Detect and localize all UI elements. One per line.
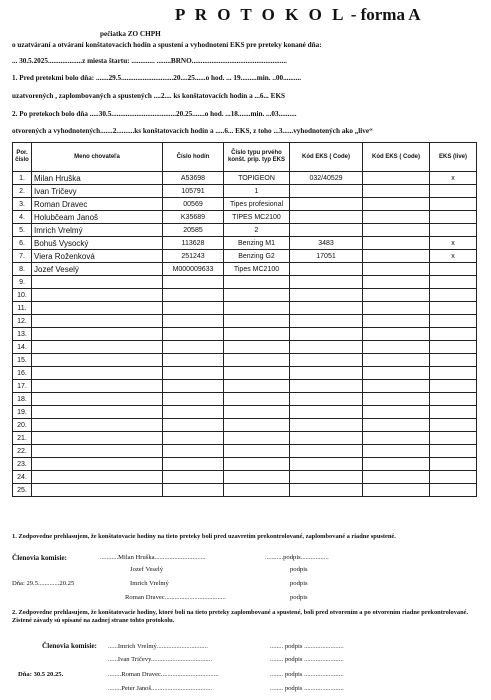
col-header-number: Por. číslo xyxy=(13,143,32,172)
eks-code-1 xyxy=(290,315,363,328)
breeder-name xyxy=(32,315,163,328)
eks-code-1 xyxy=(290,380,363,393)
clock-number: 20585 xyxy=(163,224,224,237)
table-row xyxy=(13,354,477,367)
eks-code-1 xyxy=(290,263,363,276)
eks-live-mark xyxy=(430,315,477,328)
breeder-name xyxy=(32,471,163,484)
table-row xyxy=(13,458,477,471)
eks-code-1 xyxy=(290,328,363,341)
pigeon-clock-table xyxy=(12,142,477,497)
row-number: 20. xyxy=(13,419,32,432)
breeder-name xyxy=(32,406,163,419)
stamp-label: pečiatka ZO CHPH xyxy=(100,30,161,38)
member-1-4: Roman Dravec..................................... xyxy=(125,594,226,601)
row-number: 11. xyxy=(13,302,32,315)
table-row xyxy=(13,198,477,211)
breeder-name xyxy=(32,367,163,380)
commission-label-2: Členovia komisie: xyxy=(42,642,97,650)
device-type: Benzing M1 xyxy=(224,237,290,250)
eks-code-2 xyxy=(363,276,430,289)
device-type: TIPES MC2100 xyxy=(224,211,290,224)
device-type xyxy=(224,484,290,497)
eks-code-1: 032/40529 xyxy=(290,172,363,185)
eks-live-mark xyxy=(430,419,477,432)
document-title xyxy=(175,5,421,25)
eks-live-mark xyxy=(430,289,477,302)
eks-code-1 xyxy=(290,406,363,419)
eks-code-2 xyxy=(363,432,430,445)
clock-number xyxy=(163,341,224,354)
row-number: 10. xyxy=(13,289,32,302)
intro-line-3: 1. Pred pretekmi bolo dňa: .......29.5.............................20....25......o hod. ... 19.........min. ..00.......... xyxy=(12,74,302,82)
member-2-3: ........Roman Dravec................................... xyxy=(108,671,219,678)
table-row xyxy=(13,172,477,185)
eks-live-mark xyxy=(430,367,477,380)
eks-code-2 xyxy=(363,185,430,198)
member-2-4: ........Peter Janoš..................................... xyxy=(108,685,213,692)
eks-code-2 xyxy=(363,354,430,367)
row-number: 25. xyxy=(13,484,32,497)
eks-code-1 xyxy=(290,458,363,471)
device-type xyxy=(224,315,290,328)
table-row xyxy=(13,224,477,237)
breeder-name: Roman Dravec xyxy=(32,198,163,211)
clock-number: 00569 xyxy=(163,198,224,211)
device-type: 1 xyxy=(224,185,290,198)
clock-number xyxy=(163,484,224,497)
clock-number xyxy=(163,328,224,341)
device-type xyxy=(224,458,290,471)
table-row xyxy=(13,367,477,380)
breeder-name xyxy=(32,445,163,458)
commission-label-1: Členovia komisie: xyxy=(12,554,67,562)
eks-code-1 xyxy=(290,289,363,302)
eks-live-mark xyxy=(430,445,477,458)
eks-code-2 xyxy=(363,198,430,211)
row-number: 14. xyxy=(13,341,32,354)
eks-code-1 xyxy=(290,432,363,445)
device-type xyxy=(224,341,290,354)
eks-live-mark xyxy=(430,276,477,289)
clock-number xyxy=(163,289,224,302)
device-type xyxy=(224,328,290,341)
breeder-name xyxy=(32,393,163,406)
breeder-name xyxy=(32,432,163,445)
table-row xyxy=(13,380,477,393)
breeder-name xyxy=(32,328,163,341)
row-number: 8. xyxy=(13,263,32,276)
member-1-1: ...........Milan Hruška............................... xyxy=(100,554,206,561)
eks-code-2 xyxy=(363,289,430,302)
col-header-clock: Číslo hodín xyxy=(163,143,224,172)
clock-number: 105791 xyxy=(163,185,224,198)
clock-number: 251243 xyxy=(163,250,224,263)
breeder-name: Ivan Tričevy xyxy=(32,185,163,198)
member-1-2: Jozef Veselý xyxy=(130,566,164,573)
eks-code-1 xyxy=(290,471,363,484)
row-number: 22. xyxy=(13,445,32,458)
row-number: 1. xyxy=(13,172,32,185)
clock-number xyxy=(163,315,224,328)
clock-number xyxy=(163,393,224,406)
eks-live-mark xyxy=(430,211,477,224)
eks-code-2 xyxy=(363,419,430,432)
row-number: 2. xyxy=(13,185,32,198)
table-row xyxy=(13,289,477,302)
eks-live-mark: x xyxy=(430,237,477,250)
clock-number: M000009633 xyxy=(163,263,224,276)
device-type xyxy=(224,393,290,406)
eks-live-mark xyxy=(430,471,477,484)
row-number: 12. xyxy=(13,315,32,328)
row-number: 4. xyxy=(13,211,32,224)
table-row xyxy=(13,328,477,341)
row-number: 7. xyxy=(13,250,32,263)
device-type: Tipes profesional xyxy=(224,198,290,211)
eks-live-mark xyxy=(430,458,477,471)
row-number: 21. xyxy=(13,432,32,445)
device-type xyxy=(224,276,290,289)
eks-code-1 xyxy=(290,211,363,224)
eks-live-mark xyxy=(430,393,477,406)
eks-code-2 xyxy=(363,458,430,471)
clock-number xyxy=(163,445,224,458)
eks-code-2 xyxy=(363,250,430,263)
breeder-name: Viera Roženková xyxy=(32,250,163,263)
row-number: 23. xyxy=(13,458,32,471)
table-row xyxy=(13,315,477,328)
eks-live-mark xyxy=(430,328,477,341)
eks-code-2 xyxy=(363,237,430,250)
device-type: 2 xyxy=(224,224,290,237)
eks-live-mark xyxy=(430,185,477,198)
breeder-name xyxy=(32,419,163,432)
eks-live-mark xyxy=(430,224,477,237)
breeder-name xyxy=(32,458,163,471)
signature-1-4: podpis xyxy=(290,594,308,601)
row-number: 5. xyxy=(13,224,32,237)
eks-code-2 xyxy=(363,406,430,419)
eks-live-mark xyxy=(430,484,477,497)
clock-number xyxy=(163,419,224,432)
intro-line-6: otvorených a vyhodnotených.......2..........ks konštatovacích hodín a .....6... EKS, z toho ...3......vyhodnotených ako „live“ xyxy=(12,127,373,135)
col-header-live: EKS (live) xyxy=(430,143,477,172)
device-type xyxy=(224,432,290,445)
table-row xyxy=(13,263,477,276)
breeder-name xyxy=(32,380,163,393)
device-type: Benzing G2 xyxy=(224,250,290,263)
eks-live-mark xyxy=(430,432,477,445)
eks-code-1: 3483 xyxy=(290,237,363,250)
breeder-name xyxy=(32,341,163,354)
row-number: 16. xyxy=(13,367,32,380)
eks-live-mark xyxy=(430,380,477,393)
eks-code-2 xyxy=(363,380,430,393)
breeder-name xyxy=(32,276,163,289)
row-number: 6. xyxy=(13,237,32,250)
table-row xyxy=(13,237,477,250)
signature-1-3: podpis xyxy=(290,580,308,587)
col-header-code2: Kód EKS ( Code) xyxy=(363,143,430,172)
eks-code-1 xyxy=(290,354,363,367)
breeder-name: Holubčeam Janoš xyxy=(32,211,163,224)
clock-number: 113628 xyxy=(163,237,224,250)
intro-line-2: ... 30.5.2025...................z miesta štartu: ............. ........BRNO..................................................... xyxy=(12,57,287,65)
breeder-name xyxy=(32,302,163,315)
eks-live-mark: x xyxy=(430,250,477,263)
device-type xyxy=(224,419,290,432)
signature-1-2: podpis xyxy=(290,566,308,573)
breeder-name xyxy=(32,484,163,497)
clock-number xyxy=(163,471,224,484)
table-row xyxy=(13,471,477,484)
row-number: 9. xyxy=(13,276,32,289)
breeder-name: Bohuš Vysocký xyxy=(32,237,163,250)
statement-2: 2. Zodpovedne prehlasujem, že konštatovacie hodiny, ktoré boli na tieto preteky zaplombované a spustené, boli pred otvorením a po otvorením riadne prekontrolované. Zistené závady sú spísané na zadnej strane tohto protokolu. xyxy=(12,609,469,624)
table-row xyxy=(13,341,477,354)
eks-code-2 xyxy=(363,302,430,315)
col-header-name: Meno chovateľa xyxy=(32,143,163,172)
clock-number: A53698 xyxy=(163,172,224,185)
clock-number xyxy=(163,432,224,445)
eks-code-1 xyxy=(290,393,363,406)
eks-code-2 xyxy=(363,367,430,380)
table-row xyxy=(13,484,477,497)
device-type xyxy=(224,289,290,302)
signature-2-1: ........ podpis ........................ xyxy=(270,643,344,650)
eks-code-1 xyxy=(290,484,363,497)
intro-line-1: o uzatváraní a otváraní konštatovacích hodín a spustení a vyhodnotení EKS pre preteky konané dňa: xyxy=(12,41,322,49)
clock-number xyxy=(163,406,224,419)
eks-code-2 xyxy=(363,484,430,497)
eks-code-1 xyxy=(290,276,363,289)
row-number: 18. xyxy=(13,393,32,406)
device-type xyxy=(224,354,290,367)
table-row xyxy=(13,211,477,224)
member-1-3: Imrich Vrelmý xyxy=(130,580,169,587)
breeder-name: Jozef Veselý xyxy=(32,263,163,276)
table-row xyxy=(13,393,477,406)
eks-live-mark xyxy=(430,302,477,315)
member-2-1: ......Imrich Vrelmý............................... xyxy=(108,643,208,650)
eks-code-2 xyxy=(363,471,430,484)
table-row xyxy=(13,445,477,458)
device-type xyxy=(224,445,290,458)
signature-2-3: ........ podpis ........................ xyxy=(270,671,344,678)
eks-code-2 xyxy=(363,263,430,276)
eks-code-2 xyxy=(363,315,430,328)
signature-2-4: ........ podpis ........................ xyxy=(270,685,344,692)
eks-code-2 xyxy=(363,341,430,354)
signature-1-1: ...........podpis................. xyxy=(265,554,329,561)
row-number: 15. xyxy=(13,354,32,367)
eks-code-1 xyxy=(290,341,363,354)
eks-code-2 xyxy=(363,445,430,458)
title-main: P R O T O K O L xyxy=(175,5,347,24)
device-type xyxy=(224,406,290,419)
eks-live-mark xyxy=(430,198,477,211)
table-row xyxy=(13,432,477,445)
signature-2-2: ........ podpis ........................ xyxy=(270,656,344,663)
breeder-name: Milan Hruška xyxy=(32,172,163,185)
breeder-name xyxy=(32,289,163,302)
row-number: 3. xyxy=(13,198,32,211)
clock-number xyxy=(163,302,224,315)
breeder-name xyxy=(32,354,163,367)
clock-number xyxy=(163,380,224,393)
eks-code-2 xyxy=(363,328,430,341)
row-number: 24. xyxy=(13,471,32,484)
table-header-row xyxy=(13,143,477,172)
intro-line-5: 2. Po pretekoch bolo dňa .....30.5....................................20.25.......o hod. ...18.......min. ...03.......... xyxy=(12,110,297,118)
clock-number: K35689 xyxy=(163,211,224,224)
device-type xyxy=(224,367,290,380)
eks-code-1: 17051 xyxy=(290,250,363,263)
eks-code-1 xyxy=(290,445,363,458)
eks-code-2 xyxy=(363,224,430,237)
eks-live-mark xyxy=(430,263,477,276)
date-1: Dňa: 29.5.............20.25 xyxy=(12,580,75,587)
table-row xyxy=(13,250,477,263)
statement-1: 1. Zodpovedne prehlasujem, že konštatovacie hodiny na tieto preteky boli pred uzavretím prekontrolované, zaplombované a riadne spustené. xyxy=(12,533,396,540)
eks-code-1 xyxy=(290,367,363,380)
eks-code-1 xyxy=(290,419,363,432)
device-type xyxy=(224,380,290,393)
clock-number xyxy=(163,367,224,380)
eks-code-2 xyxy=(363,172,430,185)
title-suffix: - forma A xyxy=(346,5,421,24)
row-number: 17. xyxy=(13,380,32,393)
clock-number xyxy=(163,458,224,471)
member-2-2: ......Ivan Tričevy..................................... xyxy=(108,656,212,663)
table-row xyxy=(13,406,477,419)
date-2: Dňa: 30.5 20.25. xyxy=(18,671,64,678)
clock-number xyxy=(163,276,224,289)
eks-live-mark xyxy=(430,354,477,367)
row-number: 13. xyxy=(13,328,32,341)
eks-code-1 xyxy=(290,198,363,211)
device-type xyxy=(224,471,290,484)
eks-code-2 xyxy=(363,393,430,406)
table-row xyxy=(13,185,477,198)
eks-live-mark xyxy=(430,406,477,419)
eks-live-mark xyxy=(430,341,477,354)
col-header-type: Číslo typu prvého konšt. príp. typ EKS xyxy=(224,143,290,172)
device-type: Tipes MC2100 xyxy=(224,263,290,276)
table-row xyxy=(13,276,477,289)
eks-live-mark: x xyxy=(430,172,477,185)
breeder-name: Imrich Vrelmý xyxy=(32,224,163,237)
device-type: TOPIGEON xyxy=(224,172,290,185)
eks-code-1 xyxy=(290,185,363,198)
eks-code-1 xyxy=(290,224,363,237)
eks-code-2 xyxy=(363,211,430,224)
col-header-code1: Kód EKS ( Code) xyxy=(290,143,363,172)
clock-number xyxy=(163,354,224,367)
row-number: 19. xyxy=(13,406,32,419)
eks-code-1 xyxy=(290,302,363,315)
device-type xyxy=(224,302,290,315)
intro-line-4: uzatvorených , zaplombovaných a spustených ....2.... ks konštatovacích hodín a ...6... EKS xyxy=(12,92,286,100)
table-row xyxy=(13,419,477,432)
table-row xyxy=(13,302,477,315)
